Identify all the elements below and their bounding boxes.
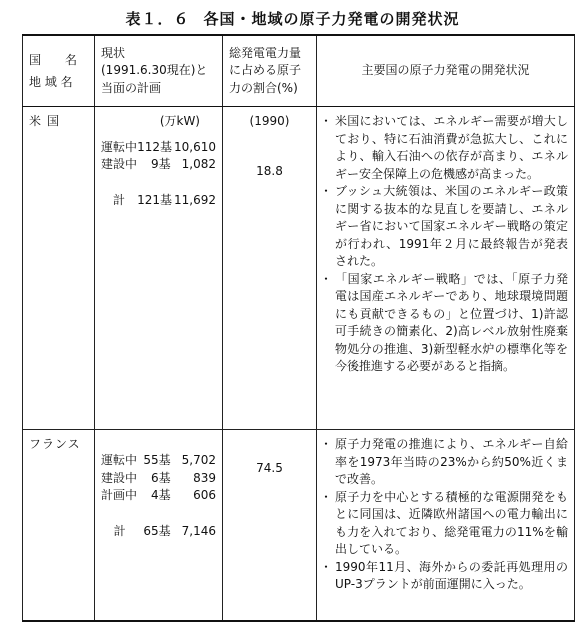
country-name: 米国 — [23, 107, 95, 430]
total-row: 計 65基 7,146 — [113, 523, 216, 538]
plant-stats — [101, 139, 216, 210]
list-item: ・ ブッシュ大統領は、米国のエネルギー政策に関する抜本的な見直しを要請し、エネルギー省において国家エネルギー戦略の策定が行われ、1991年２月に最終報告が発表された。 — [323, 183, 568, 271]
stat-row: 建設中 6基 839 — [101, 470, 216, 485]
current-status-cell — [95, 107, 223, 430]
table-caption: 各国・地域の原子力発電の開発状況 — [203, 10, 460, 28]
unit-label: (万kW) — [159, 114, 200, 128]
nuclear-share-cell — [223, 430, 317, 622]
header-row — [23, 35, 575, 107]
header-country: 国 名 地 域 名 — [23, 35, 95, 107]
development-status-table — [22, 34, 575, 622]
table-number: 表１．６ — [125, 10, 190, 28]
header-development-status: 主要国の原子力発電の開発状況 — [317, 35, 575, 107]
current-status-cell — [95, 430, 223, 622]
development-status-cell — [317, 430, 575, 622]
share-value: 74.5 — [256, 461, 283, 475]
table-title — [0, 8, 585, 29]
stat-row: 計画中 4基 606 — [101, 488, 216, 502]
list-item: ・ 「国家エネルギー戦略」では、「原子力発電は国産エネルギーであり、地球環境問題にも貢献できるもの」と位置づけ、1)許認可手続きの簡素化、2)高レベル放射性廃棄物処分の推進、3)新型軽水炉の標準化等を今後推進する必要があると指摘。 — [323, 271, 568, 376]
development-status-cell — [317, 107, 575, 430]
total-row: 計 121基 11,692 — [113, 192, 216, 207]
stat-row: 運転中 55基 5,702 — [101, 453, 216, 467]
header-current-status: 現状 (1991.6.30現在)と 当面の計画 — [95, 35, 223, 107]
plant-stats — [101, 452, 216, 540]
share-year: (1990) — [249, 114, 290, 128]
stat-row: 運転中 112基 10,610 — [101, 139, 216, 154]
table-row-us — [23, 107, 575, 430]
list-item: ・ 原子力を中心とする積極的な電源開発をもとに同国は、近隣欧州諸国への電力輸出にも力を入れており、総発電電力の11%を輸出している。 — [323, 489, 568, 559]
table-row-france — [23, 430, 575, 622]
share-value: 18.8 — [256, 163, 283, 178]
nuclear-share-cell — [223, 107, 317, 430]
list-item: ・ 米国においては、エネルギー需要が増大しており、特に石油消費が急拡大し、これにより、輸入石油への依存が高まり、エネルギー安全保障上の危機感が高まった。 — [323, 113, 568, 183]
country-name: フランス — [23, 430, 95, 622]
stat-row: 建設中 9基 1,082 — [101, 157, 216, 171]
status-list — [323, 436, 568, 594]
header-nuclear-share: 総発電電力量 に占める原子 力の割合(%) — [223, 35, 317, 107]
status-list — [323, 113, 568, 376]
list-item: ・ 原子力発電の推進により、エネルギー自給率を1973年当時の23%から約50%近くまで改善。 — [323, 436, 568, 489]
list-item: ・ 1990年11月、海外からの委託再処理用のUP-3プラントが前面運開に入った。 — [323, 559, 568, 594]
